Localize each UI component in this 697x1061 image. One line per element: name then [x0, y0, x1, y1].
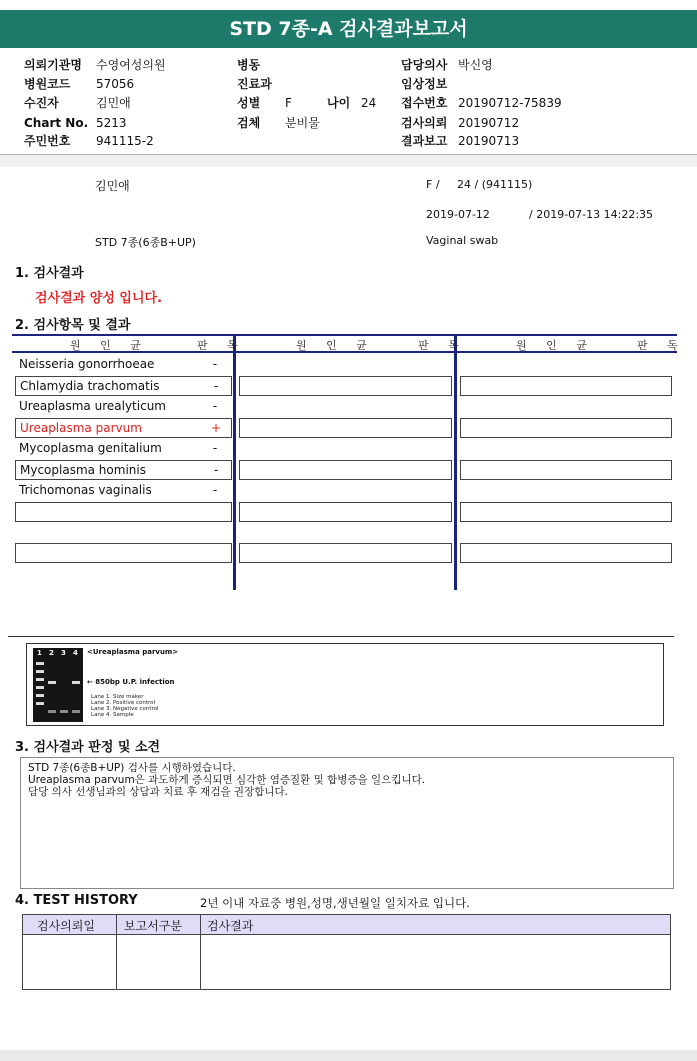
header-shade — [0, 155, 697, 167]
organism-result: - — [212, 441, 218, 455]
lane-number: 4 — [73, 649, 78, 657]
col-result-3: 판 독 — [637, 339, 686, 352]
lane-number: 2 — [49, 649, 54, 657]
empty-cell — [460, 418, 672, 438]
id-field — [24, 132, 224, 150]
footer-bar — [0, 1050, 697, 1061]
gel-electrophoresis-image — [33, 648, 83, 722]
request-label: 검사의뢰 — [401, 116, 448, 130]
gel-image-panel — [26, 643, 664, 726]
table-divider-1 — [233, 334, 236, 590]
chart-field — [24, 114, 224, 132]
empty-cell — [460, 460, 672, 480]
lane-number: 1 — [37, 649, 42, 657]
receipt-field — [401, 94, 581, 112]
age-value: 24 — [361, 96, 377, 110]
specimen-label: 검체 — [237, 116, 261, 130]
patient-field — [24, 94, 224, 112]
hospital-value: 수영여성의원 — [96, 58, 166, 72]
gel-band — [60, 710, 68, 713]
organism-name: Ureaplasma urealyticum — [19, 399, 166, 413]
table-row — [15, 355, 232, 375]
empty-cell — [239, 460, 452, 480]
gel-band — [36, 686, 44, 689]
empty-cell — [460, 376, 672, 396]
col-result-1: 판 독 — [197, 339, 246, 352]
doctor-value: 박신영 — [458, 58, 493, 72]
chart-label: Chart No. — [24, 116, 89, 130]
gel-title: <Ureaplasma parvum> — [87, 648, 179, 656]
organism-result: - — [212, 357, 218, 371]
organism-name: Trichomonas vaginalis — [19, 483, 152, 497]
age-field — [327, 94, 387, 112]
history-col-divider — [200, 915, 201, 989]
gel-band — [36, 702, 44, 705]
request-value: 20190712 — [458, 116, 520, 130]
col-organism-1: 원 인 균 — [70, 339, 149, 352]
empty-cell — [460, 543, 672, 563]
table-row — [15, 376, 232, 396]
summary-date-result: / 2019-07-13 14:22:35 — [529, 208, 654, 221]
history-col-divider — [116, 915, 117, 989]
sex-label: 성별 — [237, 96, 261, 110]
request-field — [401, 114, 581, 132]
specimen-field — [237, 114, 387, 132]
gel-band — [36, 670, 44, 673]
summary-sex-age: F / 24 / (941115) — [426, 178, 533, 191]
code-value: 57056 — [96, 77, 135, 91]
summary-name: 김민애 — [95, 179, 130, 193]
lane-number: 3 — [61, 649, 66, 657]
organism-name: Neisseria gonorrhoeae — [19, 357, 155, 371]
id-label: 주민번호 — [24, 134, 71, 148]
organism-name: Mycoplasma hominis — [20, 463, 146, 477]
empty-cell — [15, 543, 232, 563]
gel-arrow-label: ← 850bp U.P. infection — [87, 678, 175, 686]
gel-band — [36, 678, 44, 681]
table-row-positive — [15, 418, 232, 438]
section2-heading: 2. 검사항목 및 결과 — [15, 318, 131, 333]
summary-date-request: 2019-07-12 — [426, 208, 490, 221]
receipt-label: 접수번호 — [401, 96, 448, 110]
id-value: 941115-2 — [96, 134, 154, 148]
organism-result: - — [212, 483, 218, 497]
gel-legend-item: Lane 1. Size maker — [91, 694, 144, 700]
organism-name: Mycoplasma genitalium — [19, 441, 162, 455]
gel-legend-item: Lane 3. Negative control — [91, 706, 159, 712]
table-row — [15, 397, 232, 417]
clinical-label: 임상정보 — [401, 77, 448, 91]
sex-value: F — [285, 96, 292, 110]
organism-name: Ureaplasma parvum — [20, 421, 142, 435]
result-field — [401, 132, 581, 150]
empty-cell — [460, 502, 672, 522]
report-title: STD 7종-A 검사결과보고서 — [0, 10, 697, 48]
organism-result: + — [210, 421, 222, 435]
age-label: 나이 — [327, 96, 351, 110]
dept-field — [237, 75, 387, 93]
section1-heading: 1. 검사결과 — [15, 266, 84, 281]
gel-legend-item: Lane 2. Positive control — [91, 700, 156, 706]
receipt-value: 20190712-75839 — [458, 96, 562, 110]
section3-heading: 3. 검사결과 판정 및 소견 — [15, 740, 161, 755]
gel-legend-item: Lane 4. Sample — [91, 712, 134, 718]
specimen-value: 분비물 — [285, 116, 320, 130]
gel-band — [72, 681, 80, 684]
empty-cell — [15, 502, 232, 522]
empty-cell — [239, 543, 452, 563]
result-date-label: 결과보고 — [401, 134, 448, 148]
history-header-row — [23, 915, 670, 935]
chart-value: 5213 — [96, 116, 127, 130]
organism-result: - — [213, 463, 219, 477]
history-col-result: 검사결과 — [207, 919, 254, 933]
comment-box — [20, 757, 674, 889]
result-date-value: 20190713 — [458, 134, 520, 148]
organism-name: Chlamydia trachomatis — [20, 379, 160, 393]
dept-label: 진료과 — [237, 77, 272, 91]
col-organism-3: 원 인 균 — [516, 339, 595, 352]
empty-cell — [239, 418, 452, 438]
hospital-field — [24, 56, 224, 74]
section-divider — [8, 636, 674, 637]
organism-result: - — [213, 379, 219, 393]
table-top-rule — [12, 334, 677, 336]
empty-cell — [239, 502, 452, 522]
clinical-field — [401, 75, 581, 93]
comment-line: STD 7종(6종B+UP) 검사를 시행하였습니다. — [28, 762, 236, 774]
table-row — [15, 481, 232, 501]
gel-band — [48, 710, 56, 713]
empty-cell — [239, 376, 452, 396]
col-result-2: 판 독 — [418, 339, 467, 352]
comment-line: 담당 의사 선생님과의 상담과 치료 후 재검을 권장합니다. — [28, 786, 288, 798]
code-label: 병원코드 — [24, 77, 71, 91]
comment-line: Ureaplasma parvum은 과도하게 증식되면 심각한 염증질환 및 합병증을 일으킵니다. — [28, 774, 426, 786]
ward-label: 병동 — [237, 58, 261, 72]
doctor-field — [401, 56, 581, 74]
ward-field — [237, 56, 387, 74]
gel-band — [72, 710, 80, 713]
col-organism-2: 원 인 균 — [296, 339, 375, 352]
summary-test-name: STD 7종(6종B+UP) — [95, 236, 196, 249]
patient-label: 수진자 — [24, 96, 59, 110]
section4-heading: 4. TEST HISTORY — [15, 893, 138, 908]
history-col-report-type: 보고서구분 — [124, 919, 182, 933]
table-divider-2 — [454, 334, 457, 590]
table-row — [15, 460, 232, 480]
doctor-label: 담당의사 — [401, 58, 448, 72]
table-row — [15, 439, 232, 459]
gel-band — [48, 681, 56, 684]
code-field — [24, 75, 224, 93]
positive-result-text: 검사결과 양성 입니다. — [35, 291, 163, 306]
patient-value: 김민애 — [96, 96, 131, 110]
gel-band — [36, 694, 44, 697]
history-table — [22, 914, 671, 990]
history-note: 2년 이내 자료중 병원,성명,생년월일 일치자료 입니다. — [200, 896, 470, 910]
gel-band — [36, 662, 44, 665]
organism-result: - — [212, 399, 218, 413]
history-col-request-date: 검사의뢰일 — [37, 919, 95, 933]
hospital-label: 의뢰기관명 — [24, 58, 82, 72]
summary-specimen: Vaginal swab — [426, 234, 499, 247]
